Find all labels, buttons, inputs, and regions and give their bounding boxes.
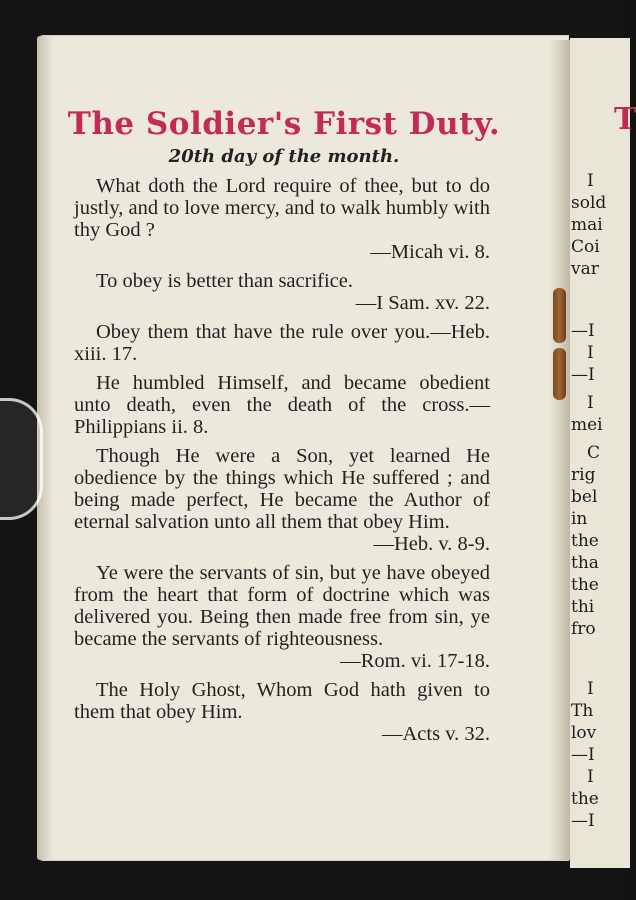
verse xyxy=(74,372,490,438)
next-page-fragment: Coi xyxy=(571,237,600,257)
verse xyxy=(74,175,490,263)
verse-list xyxy=(74,175,490,752)
next-page-fragment: rig xyxy=(571,465,596,485)
verse xyxy=(74,321,490,365)
verse-text: To obey is better than sacrifice. xyxy=(96,270,353,292)
next-page-fragment: —I xyxy=(571,745,595,765)
next-page-fragment: I xyxy=(587,679,594,699)
verse-text: What doth the Lord require of thee, but to do justly, and to love mercy, and to walk humbly with thy God ? xyxy=(74,175,490,241)
next-page-fragment: I xyxy=(587,343,594,363)
next-page-fragment: fro xyxy=(571,619,596,639)
next-page-fragment: var xyxy=(571,259,599,279)
next-page-fragment: in xyxy=(571,509,588,529)
page-title: The Soldier's First Duty. xyxy=(67,106,501,142)
book-gutter xyxy=(548,40,570,860)
next-page-fragment: —I xyxy=(571,811,595,831)
next-page-fragment: mai xyxy=(571,215,603,235)
verse-reference: —Heb. v. 8-9. xyxy=(373,533,490,555)
next-page-fragment: sold xyxy=(571,193,607,213)
next-page-fragment: lov xyxy=(571,723,597,743)
day-subtitle: 20th day of the month. xyxy=(168,146,400,167)
verse-text: The Holy Ghost, Whom God hath given to them that obey Him. xyxy=(74,679,490,723)
verse-text: He humbled Himself, and became obedient unto death, even the death of the cross.—Philippians ii. 8. xyxy=(74,372,490,438)
next-page-fragment: —I xyxy=(571,365,595,385)
next-page-fragment: tha xyxy=(571,553,599,573)
verse-reference: —Micah vi. 8. xyxy=(370,241,490,263)
next-page-fragment: C xyxy=(587,443,601,463)
next-page-fragment: bel xyxy=(571,487,598,507)
next-page-fragment: the xyxy=(571,789,599,809)
verse-reference: —Rom. vi. 17-18. xyxy=(340,650,490,672)
plastic-clip xyxy=(0,398,43,520)
verse xyxy=(74,270,490,314)
next-page-fragment: the xyxy=(571,575,599,595)
verse-text: Though He were a Son, yet learned He obedience by the things which He suffered ; and being made perfect, He became the Author of eternal salvation unto all them that obey Him. xyxy=(74,445,490,533)
verse-text: Ye were the servants of sin, but ye have obeyed from the heart that form of doctrine which was delivered you. Being then made free from sin, ye became the servants of righteousness. xyxy=(74,562,490,650)
verse-reference: —Acts v. 32. xyxy=(382,723,490,745)
next-page-fragment: the xyxy=(571,531,599,551)
next-page-fragment: Th xyxy=(571,701,594,721)
verse xyxy=(74,679,490,745)
verse xyxy=(74,562,490,672)
verse xyxy=(74,445,490,555)
staple-bottom xyxy=(553,348,566,400)
next-page-fragment: mei xyxy=(571,415,603,435)
verse-text: Obey them that have the rule over you.—Heb. xiii. 17. xyxy=(74,321,490,365)
next-page-fragment: I xyxy=(587,171,594,191)
next-page-fragment: I xyxy=(587,767,594,787)
next-page-fragment: thi xyxy=(571,597,595,617)
right-page-edge xyxy=(570,38,636,868)
next-page-fragment: —I xyxy=(571,321,595,341)
next-page-title-fragment: T xyxy=(614,102,636,137)
next-page-fragment: I xyxy=(587,393,594,413)
staple-top xyxy=(553,288,566,343)
verse-reference: —I Sam. xv. 22. xyxy=(355,292,490,314)
